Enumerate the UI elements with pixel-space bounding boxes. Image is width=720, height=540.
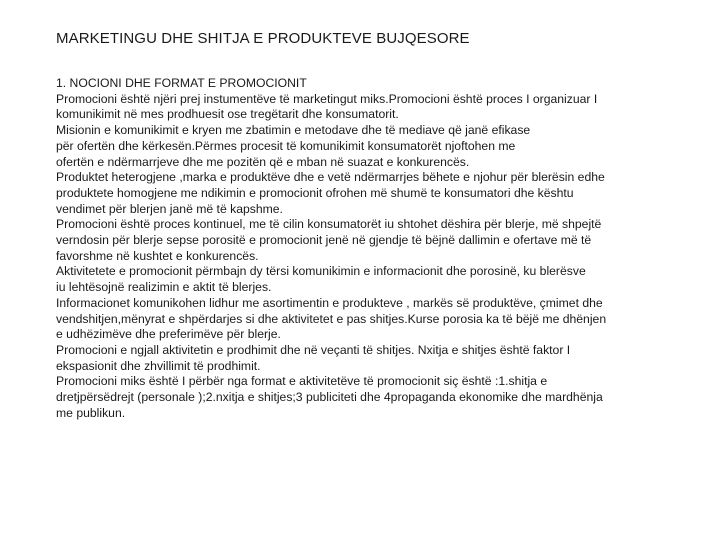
text-line: Promocioni e ngjall aktivitetin e prodhimit dhe në veçanti të shitjes. Nxitja e shitjes është faktor I [56, 342, 571, 357]
section-heading: 1. NOCIONI DHE FORMAT E PROMOCIONIT [56, 76, 307, 90]
text-line: produktete homogjene me ndikimin e promocionit ofrohen më shumë te konsumatori dhe kështu [56, 185, 574, 200]
text-line: komunikimit në mes prodhuesit ose tregëtarit dhe konsumatorit. [56, 107, 399, 122]
text-line: Misionin e komunikimit e kryen me zbatimin e metodave dhe të mediave që janë efikase [56, 123, 531, 138]
document-title: MARKETINGU DHE SHITJA E PRODUKTEVE BUJQESORE [56, 30, 470, 47]
text-line: vendshitjen,mënyrat e shpërdarjes si dhe aktivitetet e pas shitjes.Kurse porosia ka të bëjë me dhënjen [56, 311, 607, 326]
text-line: favorshme në kushtet e konkurencës. [56, 248, 259, 263]
text-line: për ofertën dhe kërkesën.Përmes procesit të komunikimit konsumatorët njoftohen me [56, 138, 516, 153]
text-line: iu lehtësojnë realizimin e aktit të blerjes. [56, 280, 272, 295]
text-line: ekspasionit dhe zhvillimit të prodhimit. [56, 358, 261, 373]
text-line: Produktet heterogjene ,marka e produktëve dhe e vetë ndërmarrjes bëhete e njohur për blerësin edhe [56, 170, 605, 185]
text-line: Informacionet komunikohen lidhur me asortimentin e produkteve , markës së produktëve, çmimet dhe [56, 295, 603, 310]
text-line: me publikun. [56, 405, 126, 420]
text-line: verndosin për blerje sepse porositë e promocionit jenë në gjendje të bëjnë dallimin e ofertave më të [56, 233, 592, 248]
text-line: e udhëzimëve dhe preferimëve për blerje. [56, 327, 281, 342]
text-line: Aktivitetete e promocionit përmbajn dy tërsi komunikimin e informacionit dhe porosinë, ku blerësve [56, 264, 586, 279]
text-line: ofertën e ndërmarrjeve dhe me pozitën që e mban në suazat e konkurencës. [56, 154, 470, 169]
text-line: Promocioni është njëri prej instumentëve të marketingut miks.Promocioni është proces I organizuar I [56, 91, 598, 106]
text-line: dretjpërsëdrejt (personale );2.nxitja e shitjes;3 publiciteti dhe 4propaganda ekonomike dhe mardhënja [56, 390, 603, 405]
text-line: vendimet për blerjen janë më të kapshme. [56, 201, 283, 216]
text-line: Promocioni miks është I përbër nga format e aktivitetëve të promocionit siç është :1.shitja e [56, 374, 548, 389]
text-line: Promocioni është proces kontinuel, me të cilin konsumatorët iu shtohet dëshira për blerje, më shpejtë [56, 217, 602, 232]
document-body [56, 76, 686, 421]
